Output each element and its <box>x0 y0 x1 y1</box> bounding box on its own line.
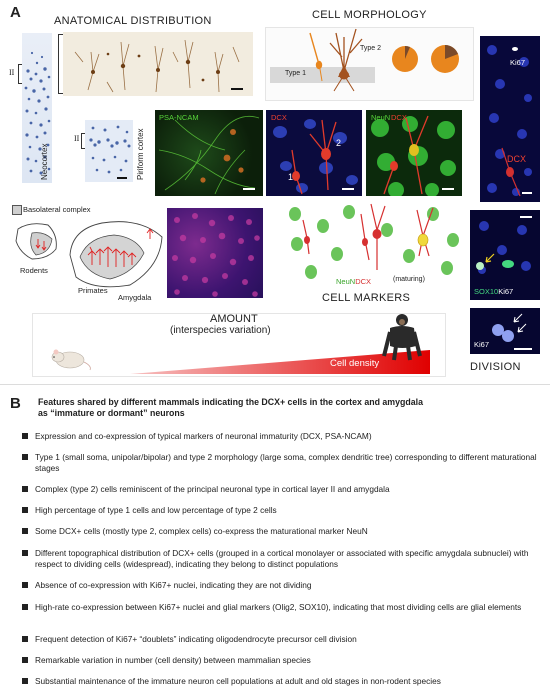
feature-item: Type 1 (small soma, unipolar/bipolar) and type 2 morphology (large soma, complex dendritic tree) corresponding to different maturational stages <box>35 452 540 473</box>
maturing-label: (maturing) <box>393 276 425 283</box>
pie-large-slice <box>431 45 459 73</box>
neun-dcx-image <box>366 110 462 196</box>
sox10-text: SOX10 <box>474 287 499 296</box>
panel-b-title-line1: Features shared by different mammals indicating the DCX+ cells in the cortex and amygdala <box>38 397 423 407</box>
neun-dcx-cells <box>366 110 462 196</box>
ki67-text: Ki67 <box>498 287 514 296</box>
neocortex-label: Neocortex <box>40 143 49 180</box>
legend-dcx: DCX <box>355 277 372 286</box>
piriform-cells <box>85 120 133 182</box>
feature-item: High percentage of type 1 cells and low percentage of type 2 cells <box>35 505 540 516</box>
feature-item: Expression and co-expression of typical markers of neuronal immaturity (DCX, PSA-NCAM) <box>35 431 540 442</box>
piriform-layer-bracket <box>81 133 85 149</box>
dcx-stained-cells <box>63 32 253 96</box>
feature-item: Substantial maintenance of the immature neuron cell populations at adult and old stages in non-rodent species <box>35 676 540 687</box>
type-1-label: Type 1 <box>285 70 307 77</box>
legend-neun: NeuN <box>336 277 356 286</box>
layer-ii-mark: II <box>9 68 15 77</box>
morphology-types-drawing <box>270 27 390 97</box>
cell-markers-schematic <box>283 200 463 292</box>
maturing-yellow-cell <box>418 234 428 246</box>
dcx-stained-cortex-image <box>63 32 253 96</box>
psa-ncam-fibers <box>155 110 263 196</box>
panel-b-title-line2: as “immature or dormant” neurons <box>38 408 185 418</box>
primate-amygdala <box>70 222 162 287</box>
psa-ncam-image <box>155 110 263 196</box>
dcx-image-bracket <box>58 34 63 94</box>
division-dcx-label: DCX <box>507 154 527 164</box>
amygdala-label: Amygdala <box>118 293 152 302</box>
dcx-nuclei-image <box>266 110 362 196</box>
dcx-cells <box>266 110 362 196</box>
panel-divider <box>0 384 550 385</box>
division-ki67-label: Ki67 <box>510 58 526 67</box>
feature-item: Complex (type 2) cells reminiscent of the principal neuronal type in cortical layer II and amygdala <box>35 484 540 495</box>
amount-title: AMOUNT <box>210 313 258 325</box>
rodents-label: Rodents <box>20 266 48 275</box>
feature-item: Frequent detection of Ki67+ “doublets” indicating oligodendrocyte precursor cell division <box>35 634 540 645</box>
feature-item: Remarkable variation in number (cell density) between mammalian species <box>35 655 540 666</box>
cell-2-label: 2 <box>336 138 342 148</box>
amygdala-fluorescence-image <box>167 208 263 298</box>
cell-density-label: Cell density <box>330 358 380 369</box>
cell-morphology-title: CELL MORPHOLOGY <box>312 9 427 21</box>
cell-markers-title: CELL MARKERS <box>322 292 411 304</box>
panel-a-letter: A <box>10 4 21 21</box>
neun-dcx-label-neun: NeuN <box>371 113 391 122</box>
type-2-label: Type 2 <box>360 45 382 52</box>
basolateral-legend-swatch <box>12 205 22 215</box>
rodent-amygdala <box>16 224 56 259</box>
psa-ncam-label: PSA-NCAM <box>159 113 199 122</box>
type-proportion-pies <box>390 42 470 76</box>
anatomical-distribution-title: ANATOMICAL DISTRIBUTION <box>54 15 212 27</box>
cell-1-label: 1 <box>288 172 294 182</box>
amount-subtitle: (interspecies variation) <box>170 325 271 336</box>
ki67-doublet-label: Ki67 <box>474 340 490 349</box>
chimpanzee-icon <box>380 312 426 362</box>
amygdala-nuclei <box>167 208 263 298</box>
piriform-cortex-label: Piriform cortex <box>136 128 145 180</box>
division-title: DIVISION <box>470 361 521 373</box>
mouse-icon <box>48 344 94 372</box>
feature-item: Absence of co-expression with Ki67+ nuclei, indicating they are not dividing <box>35 580 540 591</box>
pie-small-slice <box>392 46 418 72</box>
neun-dcx-legend <box>336 277 371 286</box>
dcx-image-label: DCX <box>271 113 287 122</box>
feature-item: High-rate co-expression between Ki67+ nuclei and glial markers (Olig2, SOX10), indicating that most dividing cells are glial elements <box>35 602 540 613</box>
panel-b-letter: B <box>10 395 21 412</box>
neun-dcx-label-dcx: DCX <box>391 113 407 122</box>
piriform-cortex-image <box>85 120 133 182</box>
feature-item: Different topographical distribution of DCX+ cells (grouped in a cortical monolayer or associated with specific amygdala subnuclei) with respect to dividing cells (widespread), indicating they belong to distinct populations <box>35 548 540 569</box>
feature-item: Some DCX+ cells (mostly type 2, complex cells) co-express the maturational marker NeuN <box>35 526 540 537</box>
primates-label: Primates <box>78 286 108 295</box>
layer-ii-bracket <box>18 64 22 84</box>
sox10-label <box>474 287 513 296</box>
piriform-layer-ii-mark: II <box>74 134 80 143</box>
basolateral-legend-label: Basolateral complex <box>23 205 91 214</box>
